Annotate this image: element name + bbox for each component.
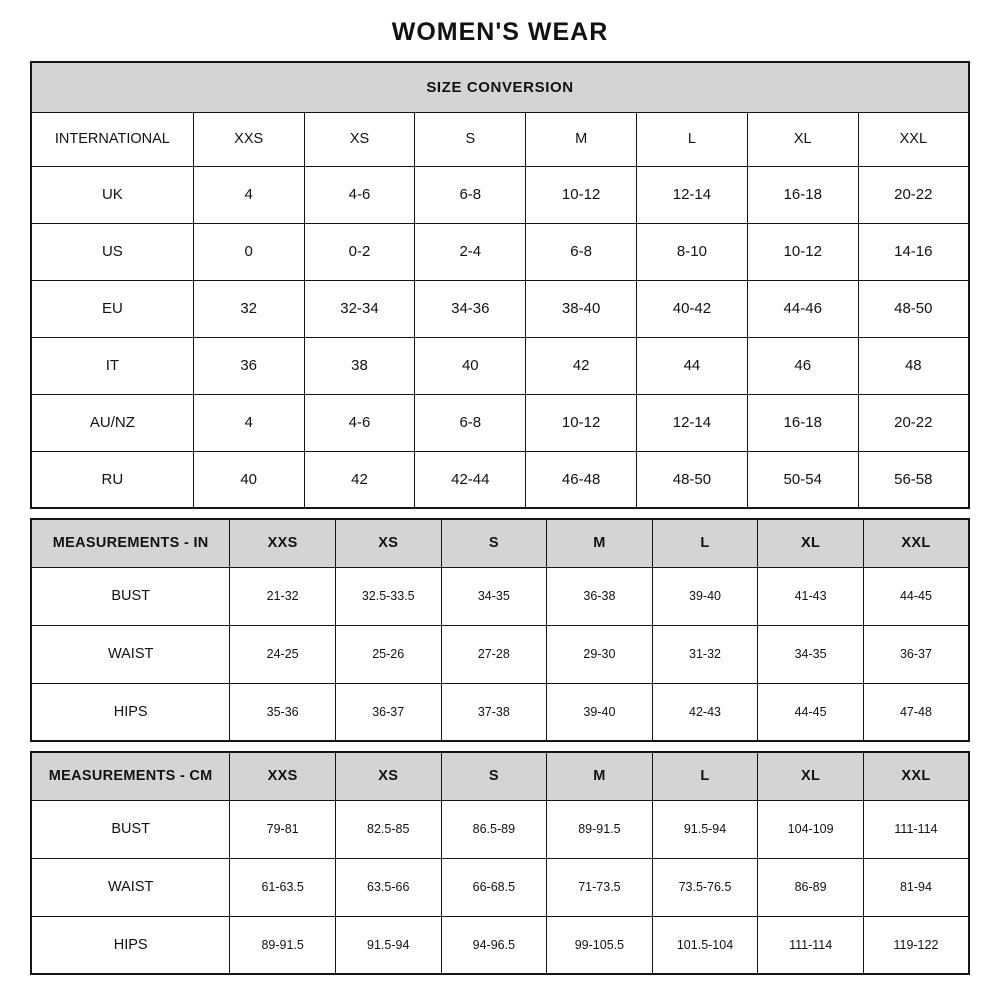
row-label: IT <box>31 337 193 394</box>
value-cell: 44-46 <box>747 280 858 337</box>
value-cell: 50-54 <box>747 451 858 508</box>
value-cell: 10-12 <box>526 394 637 451</box>
value-cell: 47-48 <box>863 683 969 741</box>
value-cell: 36-37 <box>863 625 969 683</box>
value-cell: 20-22 <box>858 394 969 451</box>
row-label: AU/NZ <box>31 394 193 451</box>
table-row <box>31 916 969 974</box>
value-cell: 61-63.5 <box>230 858 336 916</box>
value-cell: 6-8 <box>415 166 526 223</box>
size-column-header: M <box>547 519 653 567</box>
size-column-header: M <box>547 752 653 800</box>
row-label: WAIST <box>31 625 230 683</box>
value-cell: 41-43 <box>758 567 864 625</box>
value-cell: 32.5-33.5 <box>335 567 441 625</box>
size-column-header: XS <box>304 112 415 166</box>
table-row <box>31 800 969 858</box>
value-cell: 89-91.5 <box>547 800 653 858</box>
value-cell: 39-40 <box>547 683 653 741</box>
size-column-header: S <box>441 752 547 800</box>
size-column-header: XXL <box>858 112 969 166</box>
value-cell: 12-14 <box>637 166 748 223</box>
value-cell: 10-12 <box>526 166 637 223</box>
table-row <box>31 519 969 567</box>
value-cell: 38 <box>304 337 415 394</box>
row-label: US <box>31 223 193 280</box>
size-conversion-title: SIZE CONVERSION <box>31 62 969 112</box>
value-cell: 89-91.5 <box>230 916 336 974</box>
value-cell: 73.5-76.5 <box>652 858 758 916</box>
table-row <box>31 625 969 683</box>
row-label: WAIST <box>31 858 230 916</box>
value-cell: 42 <box>304 451 415 508</box>
value-cell: 71-73.5 <box>547 858 653 916</box>
table-row <box>31 112 969 166</box>
header-label: MEASUREMENTS - IN <box>31 519 230 567</box>
value-cell: 14-16 <box>858 223 969 280</box>
size-column-header: XS <box>335 519 441 567</box>
size-column-header: XL <box>758 519 864 567</box>
page-title: WOMEN'S WEAR <box>391 18 609 46</box>
value-cell: 10-12 <box>747 223 858 280</box>
value-cell: 4 <box>193 394 304 451</box>
value-cell: 56-58 <box>858 451 969 508</box>
value-cell: 25-26 <box>335 625 441 683</box>
size-column-header: S <box>415 112 526 166</box>
table-row <box>31 451 969 508</box>
table-row <box>31 752 969 800</box>
size-column-header: XXL <box>863 752 969 800</box>
value-cell: 27-28 <box>441 625 547 683</box>
value-cell: 44 <box>637 337 748 394</box>
table-row <box>31 166 969 223</box>
row-label: EU <box>31 280 193 337</box>
size-column-header: XXS <box>193 112 304 166</box>
value-cell: 82.5-85 <box>335 800 441 858</box>
size-column-header: XXS <box>230 752 336 800</box>
value-cell: 81-94 <box>863 858 969 916</box>
value-cell: 101.5-104 <box>652 916 758 974</box>
value-cell: 63.5-66 <box>335 858 441 916</box>
value-cell: 44-45 <box>863 567 969 625</box>
value-cell: 40 <box>193 451 304 508</box>
size-conversion-table <box>30 61 970 509</box>
table-row <box>31 394 969 451</box>
value-cell: 20-22 <box>858 166 969 223</box>
value-cell: 4-6 <box>304 394 415 451</box>
size-column-header: XL <box>747 112 858 166</box>
value-cell: 21-32 <box>230 567 336 625</box>
value-cell: 16-18 <box>747 394 858 451</box>
value-cell: 16-18 <box>747 166 858 223</box>
value-cell: 48-50 <box>858 280 969 337</box>
value-cell: 104-109 <box>758 800 864 858</box>
value-cell: 36-38 <box>547 567 653 625</box>
header-label: INTERNATIONAL <box>31 112 193 166</box>
size-column-header: XXS <box>230 519 336 567</box>
size-column-header: XS <box>335 752 441 800</box>
value-cell: 4 <box>193 166 304 223</box>
value-cell: 91.5-94 <box>335 916 441 974</box>
value-cell: 8-10 <box>637 223 748 280</box>
table-row <box>31 280 969 337</box>
value-cell: 0-2 <box>304 223 415 280</box>
value-cell: 40 <box>415 337 526 394</box>
value-cell: 86-89 <box>758 858 864 916</box>
size-column-header: XXL <box>863 519 969 567</box>
row-label: UK <box>31 166 193 223</box>
value-cell: 91.5-94 <box>652 800 758 858</box>
value-cell: 46 <box>747 337 858 394</box>
table-row <box>31 337 969 394</box>
value-cell: 0 <box>193 223 304 280</box>
table-row <box>31 223 969 280</box>
value-cell: 31-32 <box>652 625 758 683</box>
value-cell: 86.5-89 <box>441 800 547 858</box>
row-label: BUST <box>31 567 230 625</box>
size-column-header: L <box>652 519 758 567</box>
value-cell: 42-43 <box>652 683 758 741</box>
row-label: HIPS <box>31 683 230 741</box>
row-label: HIPS <box>31 916 230 974</box>
table-row <box>31 567 969 625</box>
table-row <box>31 62 969 112</box>
value-cell: 66-68.5 <box>441 858 547 916</box>
value-cell: 32-34 <box>304 280 415 337</box>
value-cell: 119-122 <box>863 916 969 974</box>
value-cell: 99-105.5 <box>547 916 653 974</box>
value-cell: 38-40 <box>526 280 637 337</box>
size-column-header: L <box>652 752 758 800</box>
value-cell: 48-50 <box>637 451 748 508</box>
value-cell: 4-6 <box>304 166 415 223</box>
value-cell: 34-35 <box>758 625 864 683</box>
value-cell: 111-114 <box>758 916 864 974</box>
value-cell: 39-40 <box>652 567 758 625</box>
value-cell: 34-36 <box>415 280 526 337</box>
value-cell: 42 <box>526 337 637 394</box>
table-row <box>31 683 969 741</box>
value-cell: 94-96.5 <box>441 916 547 974</box>
value-cell: 6-8 <box>526 223 637 280</box>
value-cell: 79-81 <box>230 800 336 858</box>
size-column-header: S <box>441 519 547 567</box>
value-cell: 40-42 <box>637 280 748 337</box>
size-column-header: L <box>637 112 748 166</box>
value-cell: 36-37 <box>335 683 441 741</box>
value-cell: 37-38 <box>441 683 547 741</box>
value-cell: 111-114 <box>863 800 969 858</box>
value-cell: 29-30 <box>547 625 653 683</box>
value-cell: 35-36 <box>230 683 336 741</box>
row-label: BUST <box>31 800 230 858</box>
value-cell: 48 <box>858 337 969 394</box>
row-label: RU <box>31 451 193 508</box>
size-column-header: M <box>526 112 637 166</box>
value-cell: 34-35 <box>441 567 547 625</box>
value-cell: 44-45 <box>758 683 864 741</box>
value-cell: 6-8 <box>415 394 526 451</box>
value-cell: 2-4 <box>415 223 526 280</box>
size-column-header: XL <box>758 752 864 800</box>
header-label: MEASUREMENTS - CM <box>31 752 230 800</box>
measurements-cm-table <box>30 751 970 975</box>
measurements-in-table <box>30 518 970 742</box>
table-row <box>31 858 969 916</box>
value-cell: 12-14 <box>637 394 748 451</box>
value-cell: 24-25 <box>230 625 336 683</box>
value-cell: 46-48 <box>526 451 637 508</box>
value-cell: 42-44 <box>415 451 526 508</box>
value-cell: 32 <box>193 280 304 337</box>
value-cell: 36 <box>193 337 304 394</box>
